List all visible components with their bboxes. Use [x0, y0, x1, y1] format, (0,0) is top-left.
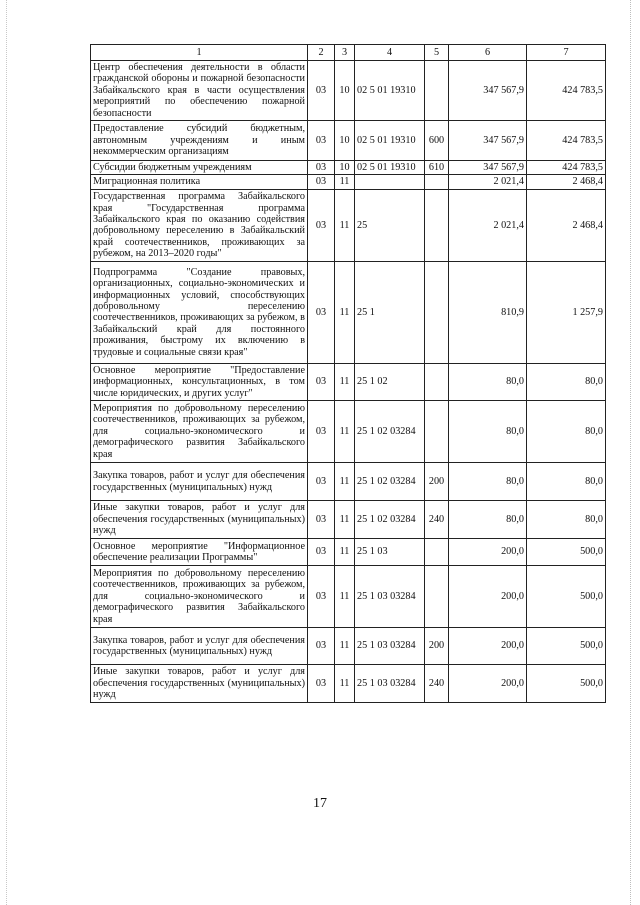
scan-edge-right	[630, 0, 631, 905]
row-subsection: 11	[335, 539, 355, 566]
row-subsection: 11	[335, 401, 355, 463]
row-target-code: 25 1 03 03284	[355, 628, 425, 665]
row-target-code: 25 1 03 03284	[355, 665, 425, 703]
row-subsection: 11	[335, 501, 355, 539]
row-name: Основное мероприятие "Предоставление информационных, консультационных, в том числе юридических, и других услуг"	[91, 363, 308, 400]
table-row	[91, 401, 606, 463]
row-name: Миграционная политика	[91, 175, 308, 189]
row-target-code: 02 5 01 19310	[355, 161, 425, 175]
row-amount-col7: 424 783,5	[527, 121, 606, 161]
row-subsection: 11	[335, 363, 355, 400]
row-target-code: 25 1 02 03284	[355, 401, 425, 463]
row-amount-col7: 424 783,5	[527, 161, 606, 175]
row-amount-col7: 80,0	[527, 401, 606, 463]
row-section: 03	[308, 161, 335, 175]
row-subsection: 11	[335, 175, 355, 189]
table-row	[91, 175, 606, 189]
table-row	[91, 501, 606, 539]
table-row	[91, 566, 606, 628]
row-amount-col6: 80,0	[449, 401, 527, 463]
row-amount-col6: 200,0	[449, 539, 527, 566]
scan-edge-left	[6, 0, 7, 905]
row-amount-col7: 80,0	[527, 501, 606, 539]
row-section: 03	[308, 401, 335, 463]
row-amount-col7: 2 468,4	[527, 189, 606, 261]
row-expense-type: 200	[425, 628, 449, 665]
table-row	[91, 61, 606, 121]
row-section: 03	[308, 121, 335, 161]
table-row	[91, 363, 606, 400]
budget-table	[90, 44, 606, 703]
row-amount-col6: 80,0	[449, 501, 527, 539]
row-amount-col7: 80,0	[527, 463, 606, 501]
row-subsection: 10	[335, 61, 355, 121]
row-expense-type	[425, 401, 449, 463]
row-target-code: 25 1 02	[355, 363, 425, 400]
row-amount-col7: 500,0	[527, 628, 606, 665]
header-col-6: 6	[449, 45, 527, 61]
row-expense-type: 600	[425, 121, 449, 161]
row-name: Предоставление субсидий бюджетным, автономным учреждениям и иным некоммерческим организациям	[91, 121, 308, 161]
row-target-code: 25 1 02 03284	[355, 501, 425, 539]
row-target-code: 02 5 01 19310	[355, 121, 425, 161]
row-name: Государственная программа Забайкальского края "Государственная программа Забайкальского края по оказанию содействия добровольному переселению в Забайкальский край соотечественников, проживающих за рубежом, на 2013–2020 годы"	[91, 189, 308, 261]
row-amount-col6: 347 567,9	[449, 161, 527, 175]
header-col-2: 2	[308, 45, 335, 61]
row-amount-col6: 2 021,4	[449, 189, 527, 261]
row-name: Закупка товаров, работ и услуг для обеспечения государственных (муниципальных) нужд	[91, 628, 308, 665]
row-expense-type	[425, 175, 449, 189]
header-col-1: 1	[91, 45, 308, 61]
row-section: 03	[308, 463, 335, 501]
row-subsection: 11	[335, 665, 355, 703]
row-subsection: 11	[335, 566, 355, 628]
row-target-code: 25 1 03 03284	[355, 566, 425, 628]
row-expense-type	[425, 61, 449, 121]
row-section: 03	[308, 363, 335, 400]
row-name: Иные закупки товаров, работ и услуг для обеспечения государственных (муниципальных) нужд	[91, 665, 308, 703]
row-name: Основное мероприятие "Информационное обеспечение реализации Программы"	[91, 539, 308, 566]
row-name: Мероприятия по добровольному переселению соотечественников, проживающих за рубежом, для социально-экономического и демографического развития Забайкальского края	[91, 566, 308, 628]
row-amount-col6: 200,0	[449, 628, 527, 665]
row-expense-type	[425, 189, 449, 261]
header-col-5: 5	[425, 45, 449, 61]
row-target-code: 25 1 03	[355, 539, 425, 566]
row-expense-type: 240	[425, 501, 449, 539]
row-name: Подпрограмма "Создание правовых, организационных, социально-экономических и информационных условий, способствующих добровольному переселению соотечественников, проживающих за рубежом, в Забайкальский край для постоянного проживания, быстрому их включению в трудовые и социальные связи края"	[91, 261, 308, 363]
row-expense-type	[425, 566, 449, 628]
row-name: Субсидии бюджетным учреждениям	[91, 161, 308, 175]
row-subsection: 11	[335, 189, 355, 261]
row-name: Иные закупки товаров, работ и услуг для обеспечения государственных (муниципальных) нужд	[91, 501, 308, 539]
row-section: 03	[308, 189, 335, 261]
row-target-code: 25	[355, 189, 425, 261]
table-row	[91, 161, 606, 175]
page-number: 17	[313, 796, 327, 811]
row-amount-col6: 200,0	[449, 566, 527, 628]
table-row	[91, 261, 606, 363]
row-amount-col6: 347 567,9	[449, 121, 527, 161]
row-expense-type	[425, 261, 449, 363]
row-target-code: 02 5 01 19310	[355, 61, 425, 121]
table-row	[91, 121, 606, 161]
row-target-code: 25 1	[355, 261, 425, 363]
row-target-code: 25 1 02 03284	[355, 463, 425, 501]
row-amount-col6: 80,0	[449, 463, 527, 501]
row-amount-col6: 810,9	[449, 261, 527, 363]
row-amount-col7: 500,0	[527, 665, 606, 703]
header-col-4: 4	[355, 45, 425, 61]
row-subsection: 11	[335, 261, 355, 363]
row-section: 03	[308, 566, 335, 628]
row-amount-col6: 80,0	[449, 363, 527, 400]
table-row	[91, 539, 606, 566]
row-expense-type: 610	[425, 161, 449, 175]
row-expense-type	[425, 539, 449, 566]
row-section: 03	[308, 501, 335, 539]
row-expense-type: 200	[425, 463, 449, 501]
header-col-7: 7	[527, 45, 606, 61]
row-section: 03	[308, 628, 335, 665]
row-name: Закупка товаров, работ и услуг для обеспечения государственных (муниципальных) нужд	[91, 463, 308, 501]
row-section: 03	[308, 175, 335, 189]
row-amount-col6: 2 021,4	[449, 175, 527, 189]
row-name: Центр обеспечения деятельности в области гражданской обороны и пожарной безопасности Забайкальского края в части осуществления мероприятий по обеспечению пожарной безопасности	[91, 61, 308, 121]
row-amount-col7: 1 257,9	[527, 261, 606, 363]
row-amount-col6: 347 567,9	[449, 61, 527, 121]
row-subsection: 10	[335, 161, 355, 175]
row-section: 03	[308, 261, 335, 363]
row-amount-col7: 500,0	[527, 539, 606, 566]
table-row	[91, 189, 606, 261]
row-section: 03	[308, 665, 335, 703]
row-amount-col7: 424 783,5	[527, 61, 606, 121]
row-amount-col6: 200,0	[449, 665, 527, 703]
row-amount-col7: 80,0	[527, 363, 606, 400]
row-expense-type: 240	[425, 665, 449, 703]
row-amount-col7: 500,0	[527, 566, 606, 628]
row-target-code	[355, 175, 425, 189]
row-section: 03	[308, 539, 335, 566]
row-section: 03	[308, 61, 335, 121]
row-name: Мероприятия по добровольному переселению соотечественников, проживающих за рубежом, для социально-экономического и демографического развития Забайкальского края	[91, 401, 308, 463]
table-header-row	[91, 45, 606, 61]
row-subsection: 11	[335, 463, 355, 501]
table-row	[91, 665, 606, 703]
table-row	[91, 628, 606, 665]
row-subsection: 10	[335, 121, 355, 161]
table-row	[91, 463, 606, 501]
row-amount-col7: 2 468,4	[527, 175, 606, 189]
row-expense-type	[425, 363, 449, 400]
row-subsection: 11	[335, 628, 355, 665]
header-col-3: 3	[335, 45, 355, 61]
